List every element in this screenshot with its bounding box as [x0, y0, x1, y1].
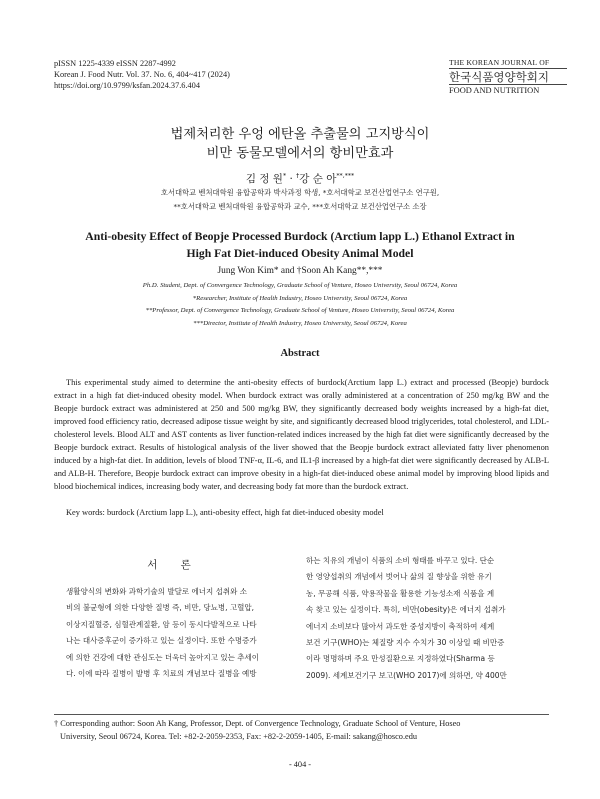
korean-affiliation-line1: 호서대학교 벤처대학원 융합공학과 박사과정 학생, *호서대학교 보건산업연구소 연구원,: [160, 188, 440, 197]
right-line: 하는 치유의 개념이 식품의 소비 형태를 바꾸고 있다. 단순: [306, 556, 495, 565]
left-line: 나는 대사증후군이 증가하고 있는 실정이다. 또한 수명증가: [66, 636, 257, 646]
english-title-line2: High Fat Diet-induced Obesity Animal Model: [186, 247, 414, 260]
right-line: 속 찾고 있는 실정이다. 특히, 비만(obesity)은 에너지 섭취가: [306, 605, 506, 615]
english-affiliation-line2: *Researcher, Institute of Health Industry, Hoseo University, Seoul 06724, Korea: [192, 294, 408, 302]
english-title: [40, 228, 560, 262]
author-separator: ·: [286, 173, 297, 185]
korean-affiliation-line2: **호서대학교 벤처대학원 융합공학과 교수, ***호서대학교 보건산업연구소 소장: [173, 202, 427, 211]
right-line: 이라 명명하며 주요 만성질환으로 지정하였다(Sharma 등: [306, 654, 495, 664]
right-line: 농, 무공해 식품, 약용작물을 활용한 기능성소재 식품을 계: [306, 588, 495, 598]
corresponding-mark: †: [296, 172, 300, 180]
left-line: 생활양식의 변화와 과학기술의 발달로 에너지 섭취와 소: [66, 587, 247, 596]
publication-info: [54, 58, 230, 91]
right-line: 한 영양섭취의 개념에서 벗어나 삶의 질 향상을 위한 유기: [306, 572, 492, 582]
section-heading-introduction: 서 론: [147, 559, 201, 571]
left-line: 에 의한 건강에 대한 관심도는 더욱더 높아지고 있는 추세이: [66, 652, 259, 662]
footnote-line2: University, Seoul 06724, Korea. Tel: +82-2-2059-2353, Fax: +82-2-2059-1405, E-mail: sakang@hosco.edu: [60, 731, 417, 741]
footnote-divider: [54, 714, 549, 715]
english-affiliation-line3: **Professor, Dept. of Convergence Technology, Graduate School of Venture, Hoseo University, Seoul 06724, Korea: [145, 307, 455, 314]
footnote-line1: † Corresponding author: Soon Ah Kang, Professor, Dept. of Convergence Technology, Graduate School of Venture, Hoseo: [54, 719, 461, 728]
korean-affiliations: [0, 186, 600, 214]
english-authors: Jung Won Kim* and †Soon Ah Kang**,***: [217, 266, 383, 276]
korean-author2: 강 순 아: [299, 173, 337, 185]
english-affiliation-line4: ***Director, Institute of Health Industry, Hoseo University, Seoul 06724, Korea: [193, 319, 407, 327]
english-affiliation-line1: Ph.D. Student, Dept. of Convergence Technology, Graduate School of Venture, Hoseo University, Seoul 06724, Korea: [142, 282, 458, 289]
keywords: Key words: burdock (Arctium lapp L.), anti-obesity effect, high fat diet-induced obesity model: [66, 508, 384, 517]
issn-line: pISSN 1225-4339 eISSN 2287-4992: [54, 59, 176, 68]
abstract-heading: Abstract: [280, 348, 320, 359]
korean-title: [0, 125, 600, 163]
journal-name-bottom: FOOD AND NUTRITION: [449, 84, 567, 95]
journal-name-korean: 한국식품영양학회지: [449, 70, 549, 84]
right-line: 보건 기구(WHO)는 체질량 지수 수치가 30 이상일 때 비만증: [306, 638, 505, 648]
english-affiliations: [0, 280, 600, 330]
corresponding-author-footnote: [54, 718, 549, 743]
korean-authors: [0, 171, 600, 186]
journal-logo: [449, 58, 567, 95]
right-line: 에너지 소비보다 많아서 과도한 중성지방이 축적하여 세계: [306, 621, 495, 631]
korean-title-line1: 법제처리한 우엉 에탄올 추출물의 고지방식이: [170, 127, 430, 142]
page-number: - 404 -: [288, 760, 312, 769]
korean-author2-sup: **,***: [336, 172, 355, 180]
left-line: 다. 이에 따라 질병이 발병 후 치료의 개념보다 질병을 예방: [66, 669, 257, 679]
citation-line: Korean J. Food Nutr. Vol. 37. No. 6, 404~417 (2024): [54, 70, 230, 79]
doi-link[interactable]: https://doi.org/10.9799/ksfan.2024.37.6.404: [54, 81, 200, 90]
english-title-line1: Anti-obesity Effect of Beopje Processed Burdock (Arctium lapp L.) Ethanol Extract in: [85, 230, 515, 243]
abstract-text: This experimental study aimed to determine the anti-obesity effects of burdock(Arctium lapp L.) extract and processed (Beopje) burdock extract in a high fat diet-induced obesity model. When burdock extract was orally administered at a concentration of 250 mg/kg BW and the Beopje burdock extract was administered at 250 and 500 mg/kg BW, they significantly decreased body weights increased by a high-fat diet, improved food efficiency ratio, decreased adipose tissue weight by site, and significantly decreased blood triglycerides, total cholesterol, and LDL-cholesterol levels. Blood ALT and AST contents as liver function-related indices increased by the high fat diet were significantly decreased by the Beopje burdock extract. Results of histological analysis of the liver showed that the Beopje burdock extract alleviated fatty liver phenomenon induced by a high-fat diet. In addition, levels of blood TNF-α, IL-6, and IL1-β increased by a high-fat diet were significantly decreased by ALB-L and ALB-H. Therefore, Beopje burdock extract can improve obesity in a high-fat diet-induced obese animal model by improving blood lipids and blood biochemical indices, increasing body water, and decreasing body fat more than the burdock extract.: [54, 378, 549, 491]
journal-name-top: THE KOREAN JOURNAL OF: [449, 58, 567, 69]
introduction-left-column: [54, 584, 293, 682]
left-line: 비의 불균형에 의한 다양한 질병 즉, 비만, 당뇨병, 고혈압,: [66, 603, 254, 613]
introduction-right-column: [306, 553, 550, 684]
right-line: 2009). 세계보건기구 보고(WHO 2017)에 의하면, 약 400만: [306, 670, 507, 680]
korean-author1-sup: *: [282, 172, 287, 180]
korean-title-line2: 비만 동물모델에서의 항비만효과: [206, 146, 394, 161]
korean-author1: 김 정 원: [245, 173, 283, 185]
left-line: 이상지질혈증, 심혈관계질환, 암 등이 동시다발적으로 나타: [66, 619, 257, 629]
